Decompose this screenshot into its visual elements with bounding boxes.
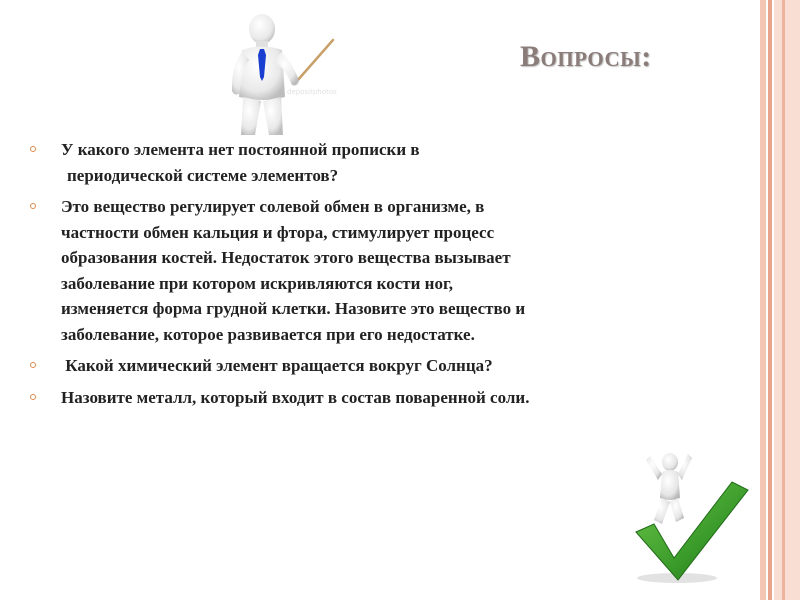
checkmark-figure-icon [632,440,752,585]
question-line: изменяется форма грудной клетки. Назовите это вещество и [61,299,526,318]
border-strip [760,0,766,600]
question-line: периодической системе элементов? [67,165,339,185]
border-strip [768,0,772,600]
border-strip [774,0,800,600]
ring-bullet-icon [30,394,36,400]
svg-text:depositphotos: depositphotos [287,88,337,96]
question-line: заболевание, которое развивается при его недостатке. [61,324,475,344]
ring-bullet-icon [30,362,36,368]
teacher-figure-icon [205,5,345,140]
border-strip [782,0,785,600]
list-item [28,137,728,188]
questions-list [28,137,728,416]
question-line: Назовите металл, который входит в состав поваренной соли. [61,387,530,407]
question-line: Какой химический элемент вращается вокруг Солнца? [61,356,493,375]
question-line: У какого элемента нет постоянной прописки в [61,140,420,159]
ring-bullet-icon [30,203,36,209]
list-item [28,194,728,347]
question-line: частности обмен кальция и фтора, стимулирует процесс [61,222,495,242]
list-item [28,353,728,379]
list-item [28,385,728,411]
slide-title: Вопросы: [520,40,652,73]
question-line: образования костей. Недостаток этого вещества вызывает [61,248,511,267]
question-line: заболевание при котором искривляются кости ног, [61,273,454,293]
question-line: Это вещество регулирует солевой обмен в организме, в [61,197,485,216]
ring-bullet-icon [30,146,36,152]
slide-right-border [760,0,800,600]
